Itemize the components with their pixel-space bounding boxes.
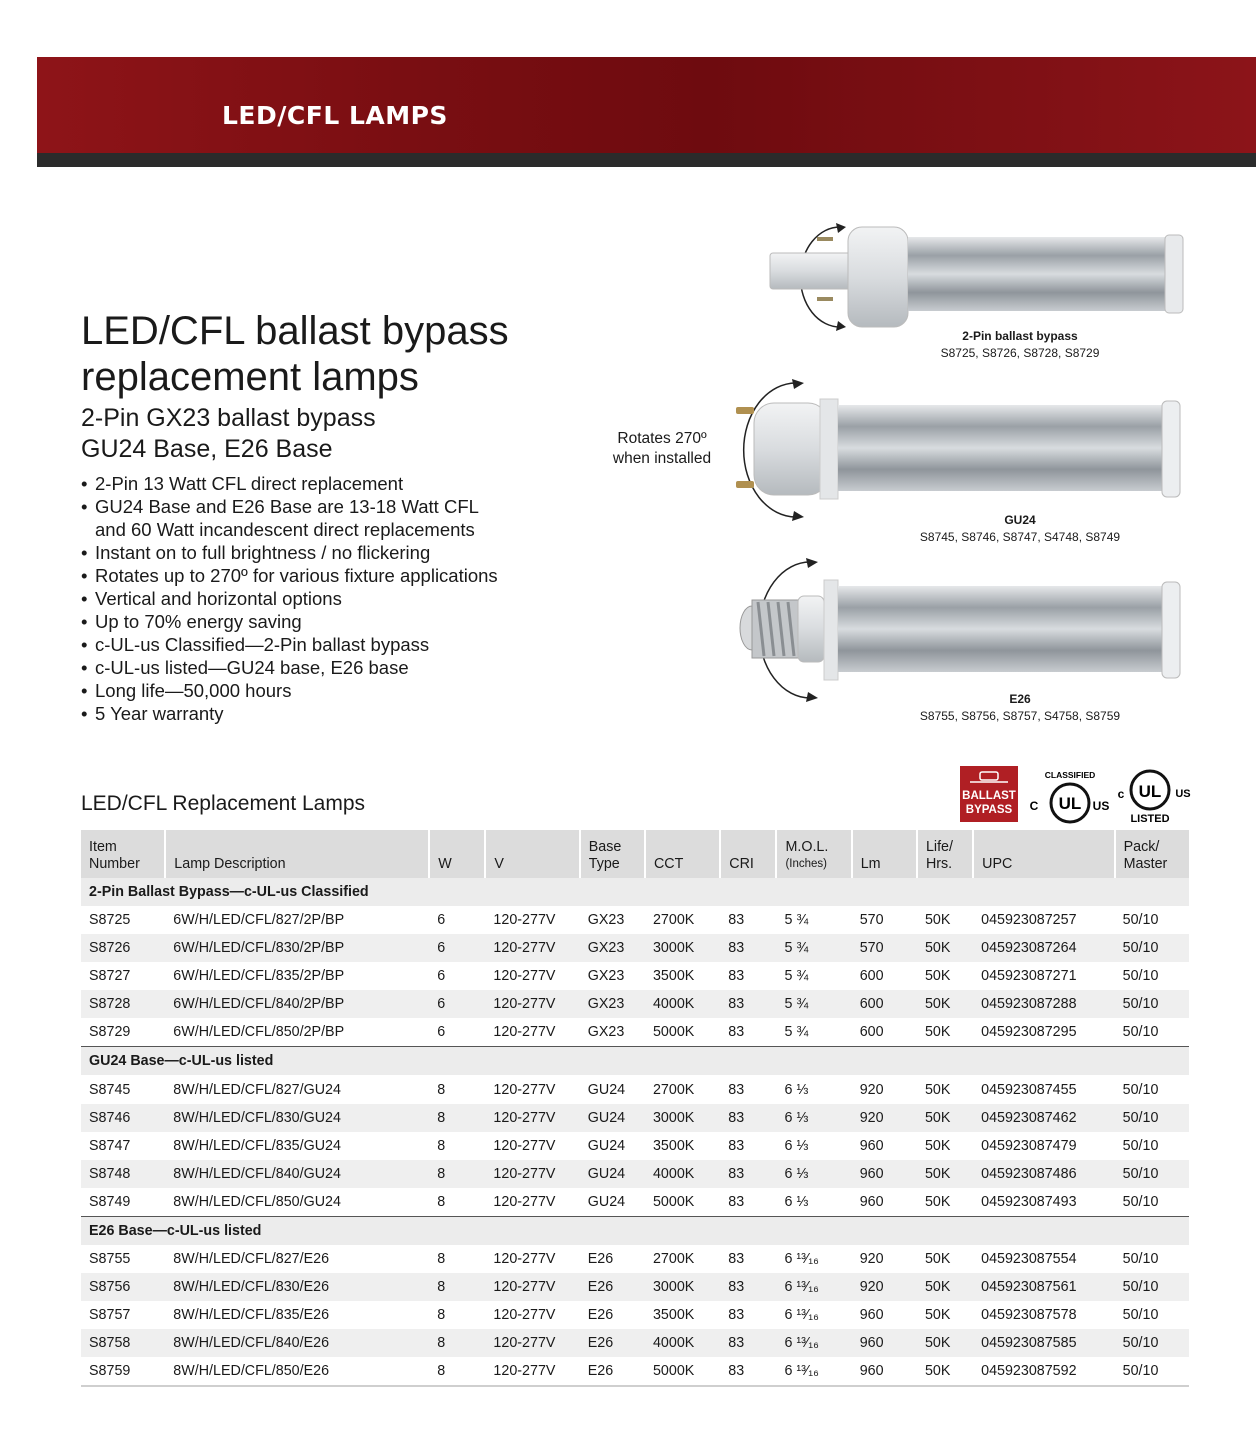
cell-cri: 83: [720, 1329, 776, 1357]
cell-upc: 045923087295: [973, 1018, 1115, 1047]
cell-item-number: S8746: [81, 1104, 165, 1132]
caption-2pin: [900, 328, 1140, 362]
cell-upc: 045923087264: [973, 934, 1115, 962]
cell-voltage: 120-277V: [485, 1132, 579, 1160]
cell-cri: 83: [720, 934, 776, 962]
col-header-w: W: [429, 830, 485, 878]
cell-mol: 6 ⅓: [776, 1104, 851, 1132]
cell-pack-master: 50/10: [1115, 1160, 1189, 1188]
table-row: [81, 1329, 1189, 1357]
page-title-line2: replacement lamps: [81, 355, 419, 399]
cell-base-type: GU24: [580, 1132, 645, 1160]
table-row: [81, 1075, 1189, 1103]
cell-watts: 6: [429, 962, 485, 990]
cell-watts: 8: [429, 1357, 485, 1386]
ul-listed-mark: UL: [1138, 782, 1162, 801]
cell-voltage: 120-277V: [485, 1301, 579, 1329]
cell-voltage: 120-277V: [485, 1160, 579, 1188]
cell-lamp-description: 8W/H/LED/CFL/830/E26: [165, 1273, 429, 1301]
feature-item-continued: [81, 518, 498, 541]
cell-upc: 045923087578: [973, 1301, 1115, 1329]
cell-lumens: 920: [852, 1273, 917, 1301]
cell-lamp-description: 6W/H/LED/CFL/830/2P/BP: [165, 934, 429, 962]
cell-item-number: S8749: [81, 1188, 165, 1217]
table-row: [81, 1104, 1189, 1132]
cell-cct: 3500K: [645, 1132, 720, 1160]
col-header-pack-line2: Master: [1123, 856, 1168, 872]
section-header-row: [81, 1047, 1189, 1076]
cell-base-type: E26: [580, 1301, 645, 1329]
ul-classified-us: US: [1092, 799, 1110, 813]
cell-upc: 045923087462: [973, 1104, 1115, 1132]
cell-pack-master: 50/10: [1115, 934, 1189, 962]
cell-cri: 83: [720, 906, 776, 934]
caption-2pin-models: S8725, S8726, S8728, S8729: [940, 346, 1100, 360]
banner-bottom-strip: [37, 153, 1256, 167]
col-header-item: [81, 830, 165, 878]
cell-watts: 8: [429, 1132, 485, 1160]
cell-base-type: E26: [580, 1357, 645, 1386]
cell-pack-master: 50/10: [1115, 990, 1189, 1018]
cell-lumens: 920: [852, 1075, 917, 1103]
cell-cri: 83: [720, 1301, 776, 1329]
cell-pack-master: 50/10: [1115, 906, 1189, 934]
rotation-note-line1: Rotates 270º: [617, 430, 707, 447]
cell-watts: 8: [429, 1329, 485, 1357]
cell-mol: 6 ¹³⁄₁₆: [776, 1357, 851, 1386]
cell-item-number: S8755: [81, 1245, 165, 1273]
table-row: [81, 1357, 1189, 1386]
ballast-bypass-badge: [960, 766, 1018, 822]
cell-voltage: 120-277V: [485, 1075, 579, 1103]
section-header-row: [81, 1216, 1189, 1245]
cell-voltage: 120-277V: [485, 962, 579, 990]
cell-lamp-description: 8W/H/LED/CFL/850/E26: [165, 1357, 429, 1386]
cell-lumens: 960: [852, 1329, 917, 1357]
cell-item-number: S8728: [81, 990, 165, 1018]
cell-lumens: 920: [852, 1104, 917, 1132]
cell-voltage: 120-277V: [485, 934, 579, 962]
cell-base-type: E26: [580, 1273, 645, 1301]
cell-cct: 4000K: [645, 990, 720, 1018]
cell-life-hours: 50K: [917, 1188, 973, 1217]
col-header-cri: CRI: [720, 830, 776, 878]
feature-item: • 5 Year warranty: [81, 702, 498, 725]
cell-pack-master: 50/10: [1115, 1188, 1189, 1217]
ballast-badge-line2: BYPASS: [965, 804, 1013, 816]
cell-base-type: GX23: [580, 934, 645, 962]
cell-mol: 6 ⅓: [776, 1075, 851, 1103]
cell-base-type: GU24: [580, 1160, 645, 1188]
cell-cri: 83: [720, 1132, 776, 1160]
cell-pack-master: 50/10: [1115, 1329, 1189, 1357]
section-header-row: [81, 878, 1189, 906]
caption-2pin-title: 2-Pin ballast bypass: [962, 329, 1078, 343]
table-row: [81, 962, 1189, 990]
cell-watts: 8: [429, 1160, 485, 1188]
cell-cct: 5000K: [645, 1357, 720, 1386]
cell-item-number: S8756: [81, 1273, 165, 1301]
cell-base-type: GX23: [580, 906, 645, 934]
cell-lamp-description: 8W/H/LED/CFL/850/GU24: [165, 1188, 429, 1217]
cell-pack-master: 50/10: [1115, 1018, 1189, 1047]
cell-upc: 045923087493: [973, 1188, 1115, 1217]
cell-cri: 83: [720, 962, 776, 990]
col-header-v: V: [485, 830, 579, 878]
cell-lumens: 600: [852, 962, 917, 990]
cell-mol: 6 ⅓: [776, 1188, 851, 1217]
cell-pack-master: 50/10: [1115, 1301, 1189, 1329]
col-header-lm: Lm: [852, 830, 917, 878]
ul-listed-badge: [1112, 764, 1194, 828]
cell-mol: 5 ¾: [776, 906, 851, 934]
cell-upc: 045923087592: [973, 1357, 1115, 1386]
cell-lamp-description: 6W/H/LED/CFL/827/2P/BP: [165, 906, 429, 934]
cell-cct: 3500K: [645, 962, 720, 990]
col-header-mol: [776, 830, 851, 878]
cell-cct: 5000K: [645, 1188, 720, 1217]
table-row: [81, 1018, 1189, 1047]
cell-cri: 83: [720, 1245, 776, 1273]
cell-life-hours: 50K: [917, 962, 973, 990]
cell-watts: 8: [429, 1273, 485, 1301]
section-title: 2-Pin Ballast Bypass—c-UL-us Classified: [81, 878, 1189, 906]
cell-lamp-description: 8W/H/LED/CFL/840/E26: [165, 1329, 429, 1357]
cell-upc: 045923087585: [973, 1329, 1115, 1357]
cell-cct: 3000K: [645, 934, 720, 962]
cell-base-type: GX23: [580, 962, 645, 990]
cell-upc: 045923087561: [973, 1273, 1115, 1301]
cell-base-type: GU24: [580, 1104, 645, 1132]
table-row: [81, 934, 1189, 962]
col-header-life-line1: Life/: [925, 839, 953, 855]
cell-item-number: S8745: [81, 1075, 165, 1103]
cell-cri: 83: [720, 1104, 776, 1132]
cell-base-type: GU24: [580, 1188, 645, 1217]
ul-listed-bottom: LISTED: [1130, 813, 1170, 825]
cell-base-type: GX23: [580, 990, 645, 1018]
cell-cct: 2700K: [645, 1245, 720, 1273]
cell-pack-master: 50/10: [1115, 962, 1189, 990]
cell-item-number: S8758: [81, 1329, 165, 1357]
cell-life-hours: 50K: [917, 906, 973, 934]
table-row: [81, 1188, 1189, 1217]
cell-pack-master: 50/10: [1115, 1273, 1189, 1301]
section-title: GU24 Base—c-UL-us listed: [81, 1047, 1189, 1076]
cell-watts: 6: [429, 990, 485, 1018]
cell-cri: 83: [720, 1273, 776, 1301]
cell-item-number: S8725: [81, 906, 165, 934]
cell-mol: 6 ¹³⁄₁₆: [776, 1301, 851, 1329]
cell-watts: 8: [429, 1245, 485, 1273]
col-header-upc: UPC: [973, 830, 1115, 878]
table-header-row: [81, 830, 1189, 878]
ul-classified-top: CLASSIFIED: [1044, 770, 1096, 780]
cell-watts: 8: [429, 1075, 485, 1103]
cell-pack-master: 50/10: [1115, 1245, 1189, 1273]
cell-base-type: GX23: [580, 1018, 645, 1047]
cell-cri: 83: [720, 1160, 776, 1188]
caption-gu24: [900, 512, 1140, 546]
col-header-life-line2: Hrs.: [925, 856, 953, 872]
cell-cri: 83: [720, 1075, 776, 1103]
col-header-life: [917, 830, 973, 878]
feature-item: • Vertical and horizontal options: [81, 587, 498, 610]
cell-lumens: 920: [852, 1245, 917, 1273]
page-title: [81, 308, 601, 400]
cell-life-hours: 50K: [917, 1104, 973, 1132]
lamp-e26-image: [730, 556, 1190, 706]
cell-mol: 6 ¹³⁄₁₆: [776, 1329, 851, 1357]
table-row: [81, 1245, 1189, 1273]
cell-cct: 3000K: [645, 1273, 720, 1301]
cell-watts: 6: [429, 1018, 485, 1047]
table-row: [81, 1301, 1189, 1329]
col-header-mol-line1: M.O.L.: [785, 839, 829, 855]
ul-classified-badge: [1026, 764, 1110, 826]
table-section-2pin: [81, 878, 1189, 1047]
table-title: LED/CFL Replacement Lamps: [81, 792, 366, 815]
cell-voltage: 120-277V: [485, 1104, 579, 1132]
cell-life-hours: 50K: [917, 1273, 973, 1301]
cell-cct: 3000K: [645, 1104, 720, 1132]
cell-cri: 83: [720, 990, 776, 1018]
rotation-note-line2: when installed: [612, 450, 712, 467]
cell-upc: 045923087257: [973, 906, 1115, 934]
table-row: [81, 990, 1189, 1018]
caption-e26: [900, 691, 1140, 725]
rotation-note: [598, 429, 726, 469]
col-header-pack: [1115, 830, 1189, 878]
cell-item-number: S8747: [81, 1132, 165, 1160]
table-section-gu24: [81, 1047, 1189, 1216]
feature-item: • Up to 70% energy saving: [81, 610, 498, 633]
cell-upc: 045923087455: [973, 1075, 1115, 1103]
cell-lamp-description: 8W/H/LED/CFL/827/E26: [165, 1245, 429, 1273]
table-section-e26: [81, 1216, 1189, 1386]
table-row: [81, 906, 1189, 934]
feature-item: • c-UL-us Classified—2-Pin ballast bypass: [81, 633, 498, 656]
cell-lumens: 570: [852, 934, 917, 962]
col-header-mol-line2: (Inches): [785, 858, 827, 870]
cell-lamp-description: 6W/H/LED/CFL/850/2P/BP: [165, 1018, 429, 1047]
cell-life-hours: 50K: [917, 1357, 973, 1386]
feature-item: • Instant on to full brightness / no flickering: [81, 541, 498, 564]
cell-cct: 2700K: [645, 906, 720, 934]
feature-item-continued-text: and 60 Watt incandescent direct replacements: [95, 519, 475, 540]
cell-mol: 5 ¾: [776, 1018, 851, 1047]
cell-item-number: S8759: [81, 1357, 165, 1386]
col-header-base-line1: Base: [588, 839, 622, 855]
cell-watts: 6: [429, 906, 485, 934]
cell-watts: 8: [429, 1188, 485, 1217]
cell-mol: 6 ⅓: [776, 1132, 851, 1160]
page-subtitle-line2: GU24 Base, E26 Base: [81, 435, 333, 463]
feature-item: • Long life—50,000 hours: [81, 679, 498, 702]
col-header-desc: Lamp Description: [165, 830, 429, 878]
cell-lumens: 570: [852, 906, 917, 934]
cell-voltage: 120-277V: [485, 1018, 579, 1047]
cell-upc: 045923087479: [973, 1132, 1115, 1160]
table-row: [81, 1160, 1189, 1188]
lamp-gu24-image: [730, 375, 1190, 525]
ul-listed-us: US: [1175, 788, 1191, 800]
cell-cri: 83: [720, 1018, 776, 1047]
cell-cri: 83: [720, 1357, 776, 1386]
cell-watts: 8: [429, 1104, 485, 1132]
cell-voltage: 120-277V: [485, 990, 579, 1018]
cell-voltage: 120-277V: [485, 906, 579, 934]
cell-pack-master: 50/10: [1115, 1132, 1189, 1160]
cell-life-hours: 50K: [917, 1329, 973, 1357]
cell-lamp-description: 8W/H/LED/CFL/827/GU24: [165, 1075, 429, 1103]
cell-item-number: S8757: [81, 1301, 165, 1329]
cell-cri: 83: [720, 1188, 776, 1217]
cell-lumens: 960: [852, 1188, 917, 1217]
page-subtitle: [81, 403, 376, 465]
cell-base-type: E26: [580, 1329, 645, 1357]
cell-watts: 8: [429, 1301, 485, 1329]
cell-life-hours: 50K: [917, 990, 973, 1018]
cell-life-hours: 50K: [917, 934, 973, 962]
banner-title: LED/CFL LAMPS: [222, 101, 448, 130]
cell-voltage: 120-277V: [485, 1357, 579, 1386]
lamp-2pin-image: [760, 205, 1200, 345]
cell-mol: 6 ¹³⁄₁₆: [776, 1273, 851, 1301]
col-header-pack-line1: Pack/: [1123, 839, 1160, 855]
cell-item-number: S8726: [81, 934, 165, 962]
cell-lumens: 600: [852, 990, 917, 1018]
caption-gu24-title: GU24: [1004, 513, 1036, 527]
cell-voltage: 120-277V: [485, 1273, 579, 1301]
cell-cct: 5000K: [645, 1018, 720, 1047]
ul-listed-c: c: [1117, 787, 1125, 801]
cell-upc: 045923087486: [973, 1160, 1115, 1188]
feature-item: • Rotates up to 270º for various fixture applications: [81, 564, 498, 587]
cell-cct: 3500K: [645, 1301, 720, 1329]
header-banner: [37, 57, 1256, 167]
cell-cct: 4000K: [645, 1329, 720, 1357]
cell-cct: 2700K: [645, 1075, 720, 1103]
spec-table: [81, 830, 1189, 1387]
cell-lamp-description: 6W/H/LED/CFL/840/2P/BP: [165, 990, 429, 1018]
cell-lumens: 960: [852, 1160, 917, 1188]
cell-life-hours: 50K: [917, 1301, 973, 1329]
cell-upc: 045923087288: [973, 990, 1115, 1018]
cell-base-type: GU24: [580, 1075, 645, 1103]
feature-item: • c-UL-us listed—GU24 base, E26 base: [81, 656, 498, 679]
table-row: [81, 1273, 1189, 1301]
page-subtitle-line1: 2-Pin GX23 ballast bypass: [81, 404, 376, 432]
cell-voltage: 120-277V: [485, 1245, 579, 1273]
cell-mol: 5 ¾: [776, 962, 851, 990]
cell-mol: 6 ⅓: [776, 1160, 851, 1188]
cell-cct: 4000K: [645, 1160, 720, 1188]
cell-voltage: 120-277V: [485, 1329, 579, 1357]
col-header-base-line2: Type: [588, 856, 620, 872]
cell-lamp-description: 8W/H/LED/CFL/840/GU24: [165, 1160, 429, 1188]
ul-classified-mark: UL: [1058, 794, 1082, 813]
cell-life-hours: 50K: [917, 1018, 973, 1047]
cell-lamp-description: 8W/H/LED/CFL/830/GU24: [165, 1104, 429, 1132]
cell-life-hours: 50K: [917, 1132, 973, 1160]
cell-life-hours: 50K: [917, 1075, 973, 1103]
feature-item: • 2-Pin 13 Watt CFL direct replacement: [81, 472, 498, 495]
caption-e26-title: E26: [1009, 692, 1031, 706]
cell-pack-master: 50/10: [1115, 1075, 1189, 1103]
cell-lumens: 960: [852, 1132, 917, 1160]
cell-watts: 6: [429, 934, 485, 962]
cell-item-number: S8748: [81, 1160, 165, 1188]
cell-item-number: S8727: [81, 962, 165, 990]
cell-life-hours: 50K: [917, 1160, 973, 1188]
caption-gu24-models: S8745, S8746, S8747, S4748, S8749: [919, 530, 1121, 544]
cell-base-type: E26: [580, 1245, 645, 1273]
col-header-cct: CCT: [645, 830, 720, 878]
cell-upc: 045923087554: [973, 1245, 1115, 1273]
page-title-line1: LED/CFL ballast bypass: [81, 309, 509, 353]
cell-life-hours: 50K: [917, 1245, 973, 1273]
cell-lumens: 960: [852, 1301, 917, 1329]
col-header-item-line1: Item: [89, 839, 117, 855]
ul-classified-c: C: [1029, 799, 1039, 813]
cell-lamp-description: 6W/H/LED/CFL/835/2P/BP: [165, 962, 429, 990]
cell-lumens: 600: [852, 1018, 917, 1047]
table-row: [81, 1132, 1189, 1160]
cell-mol: 5 ¾: [776, 990, 851, 1018]
col-header-item-line2: Number: [89, 856, 140, 872]
ballast-badge-line1: BALLAST: [962, 790, 1016, 802]
cell-voltage: 120-277V: [485, 1188, 579, 1217]
col-header-base: [580, 830, 645, 878]
cell-pack-master: 50/10: [1115, 1104, 1189, 1132]
cell-upc: 045923087271: [973, 962, 1115, 990]
caption-e26-models: S8755, S8756, S8757, S4758, S8759: [919, 709, 1121, 723]
feature-item: • GU24 Base and E26 Base are 13-18 Watt CFL: [81, 495, 498, 518]
section-title: E26 Base—c-UL-us listed: [81, 1216, 1189, 1245]
cell-lamp-description: 8W/H/LED/CFL/835/E26: [165, 1301, 429, 1329]
feature-list: [81, 472, 498, 725]
cell-item-number: S8729: [81, 1018, 165, 1047]
cell-mol: 6 ¹³⁄₁₆: [776, 1245, 851, 1273]
cell-mol: 5 ¾: [776, 934, 851, 962]
cell-pack-master: 50/10: [1115, 1357, 1189, 1386]
cell-lamp-description: 8W/H/LED/CFL/835/GU24: [165, 1132, 429, 1160]
cell-lumens: 960: [852, 1357, 917, 1386]
